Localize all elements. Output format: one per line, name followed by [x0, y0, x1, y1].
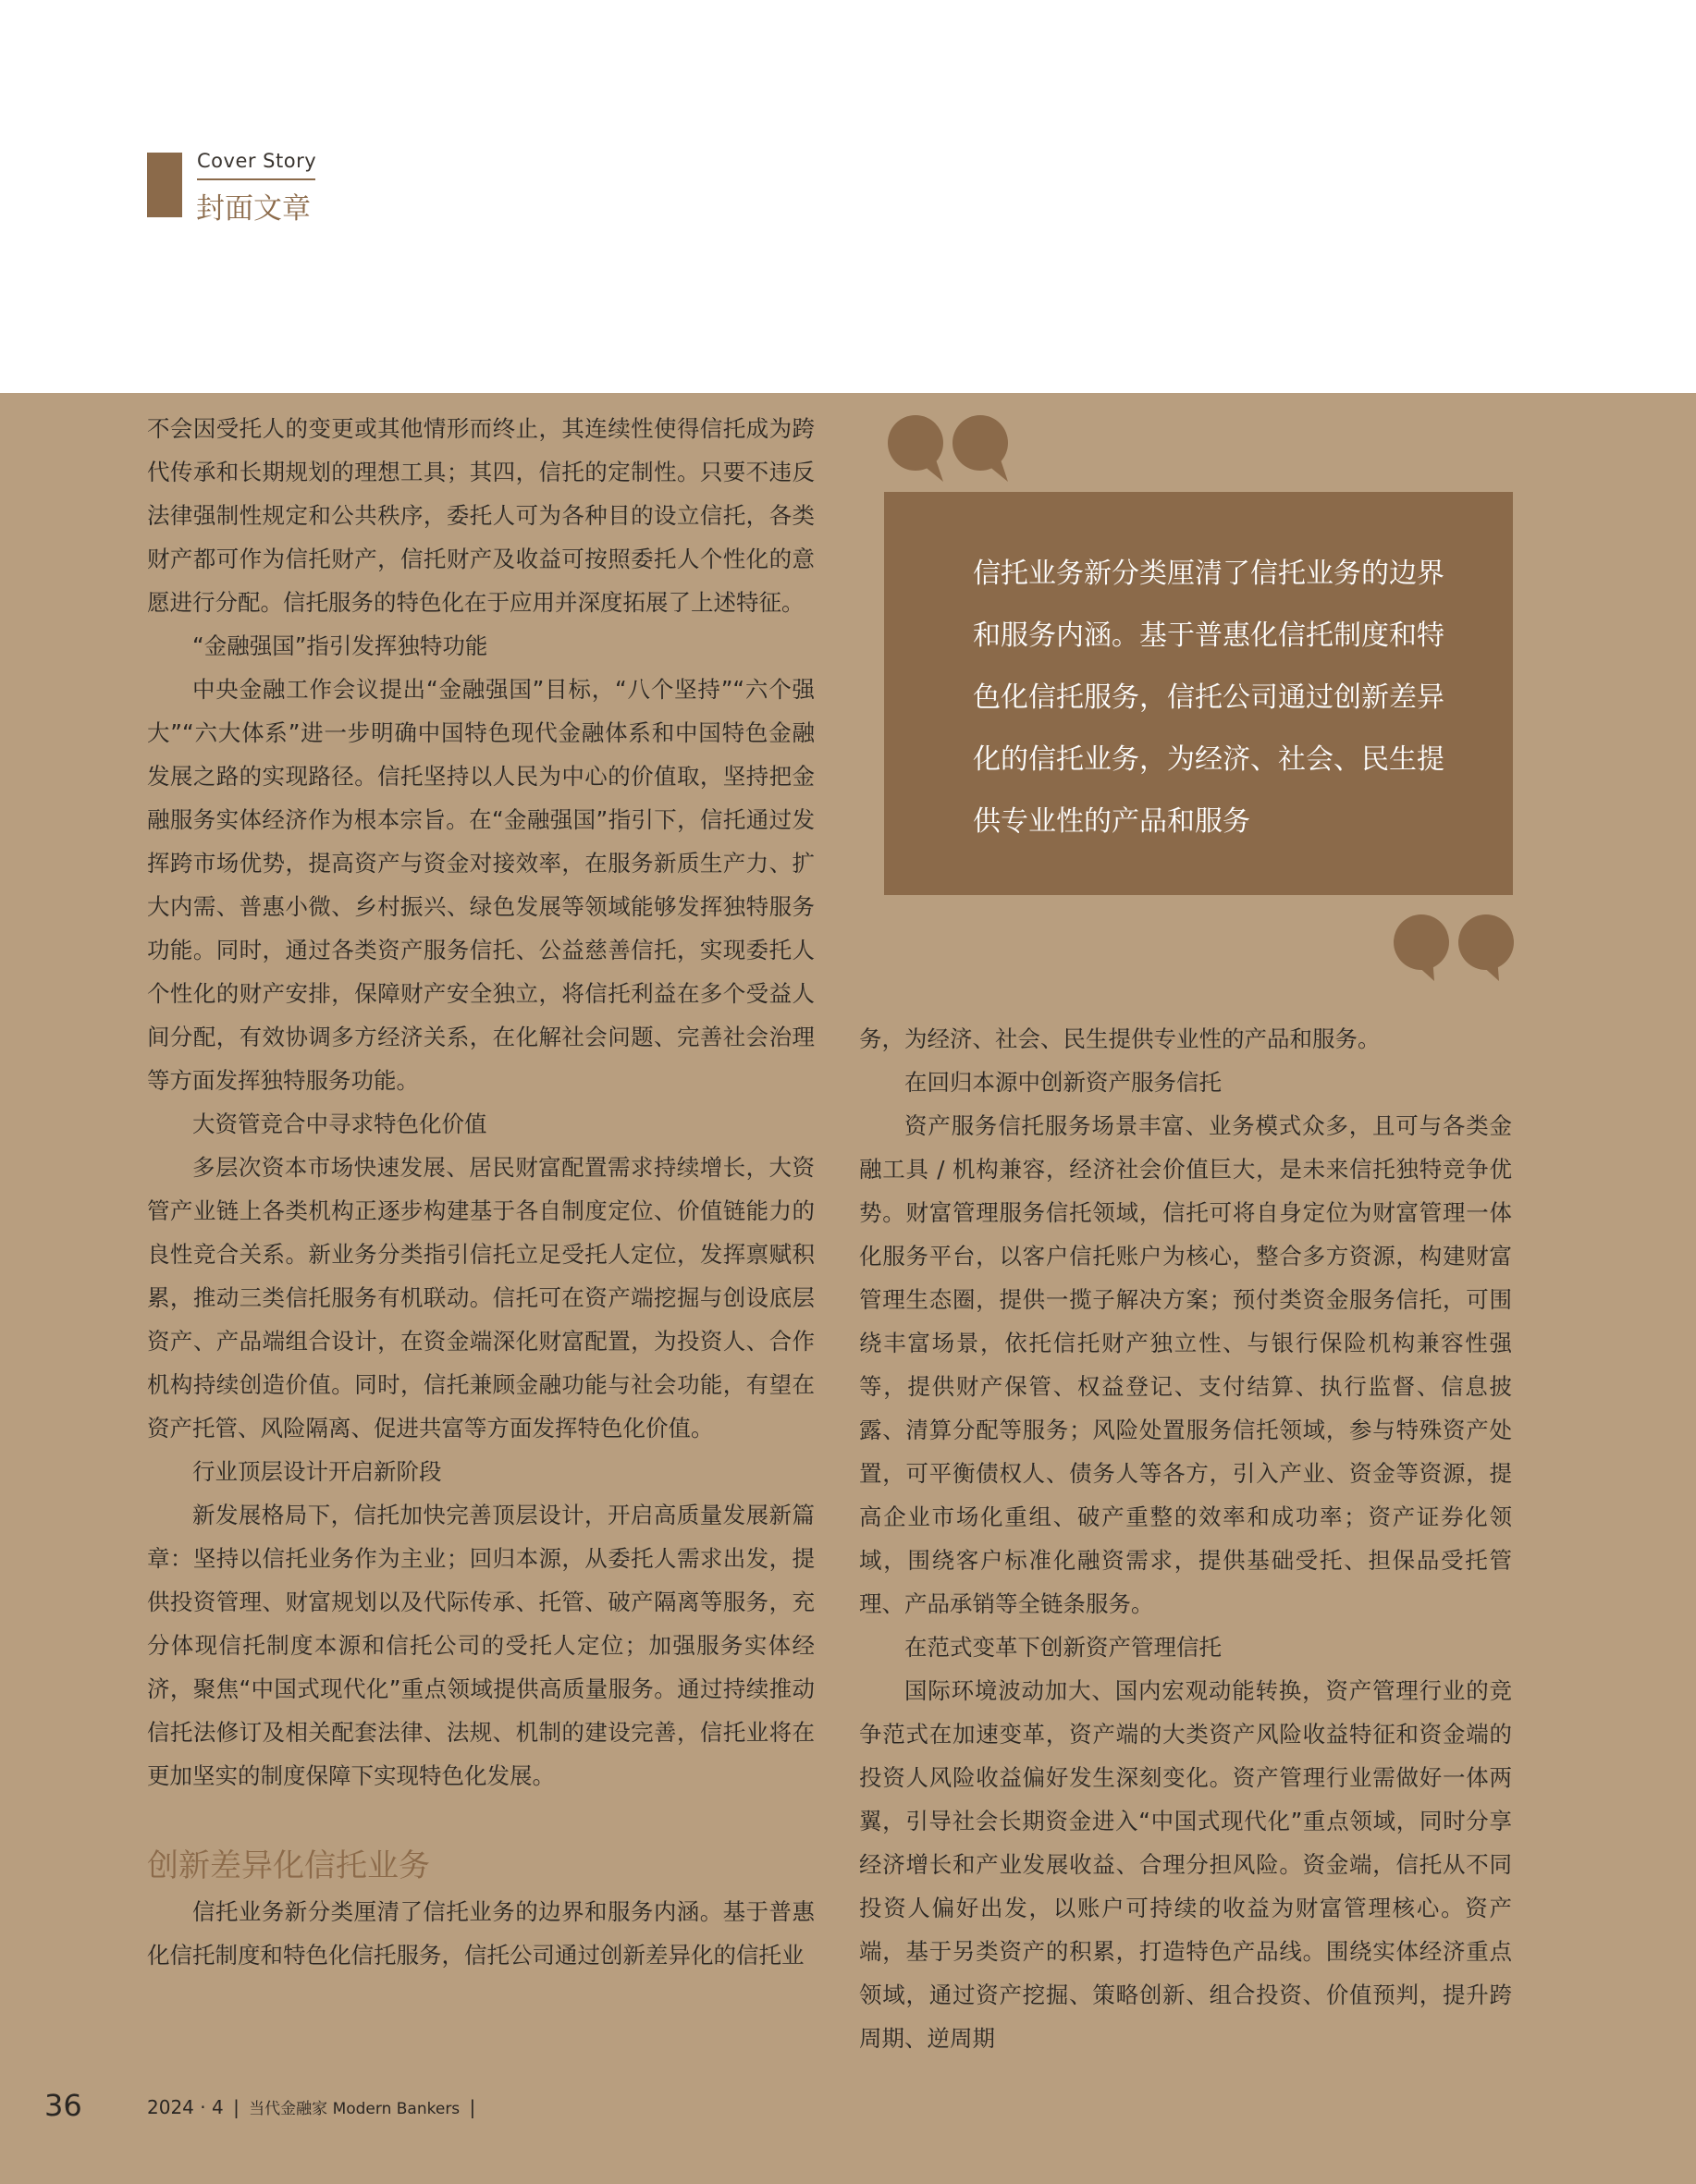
- right-column: [859, 1017, 1512, 2060]
- pull-quote-box: [884, 492, 1513, 895]
- magazine-name: 当代金融家 Modern Bankers: [249, 2100, 461, 2118]
- left-paragraph-4: 新发展格局下，信托加快完善顶层设计，开启高质量发展新篇章：坚持以信托业务作为主业；回归本源，从委托人需求出发，提供投资管理、财富规划以及代际传承、托管、破产隔离等服务，充分体现信托制度本源和信托公司的受托人定位；加强服务实体经济，聚焦“中国式现代化”重点领域提供高质量服务。通过持续推动信托法修订及相关配套法律、法规、机制的建设完善，信托业将在更加坚实的制度保障下实现特色化发展。: [147, 1502, 815, 1789]
- section-label-underline: [197, 178, 315, 180]
- section-heading: 创新差异化信托业务: [147, 1847, 430, 1884]
- subheading-asset-management-trust: 在范式变革下创新资产管理信托: [904, 1634, 1222, 1661]
- footer-separator: |: [233, 2096, 240, 2118]
- footer-info: [147, 2095, 479, 2118]
- section-marker-bar: [147, 153, 182, 217]
- section-intro-paragraph: 信托业务新分类厘清了信托业务的边界和服务内涵。基于普惠化信托制度和特色化信托服务，信托公司通过创新差异化的信托业: [147, 1898, 815, 1969]
- subheading-top-level-design: 行业顶层设计开启新阶段: [192, 1458, 442, 1485]
- issue-date: 2024 · 4: [147, 2096, 224, 2118]
- footer-separator-end: |: [469, 2096, 476, 2118]
- pull-quote-text: 信托业务新分类厘清了信托业务的边界和服务内涵。基于普惠化信托制度和特色化信托服务，信托公司通过创新差异化的信托业务，为经济、社会、民生提供专业性的产品和服务: [973, 558, 1444, 838]
- right-paragraph-3: 国际环境波动加大、国内宏观动能转换，资产管理行业的竞争范式在加速变革，资产端的大类资产风险收益特征和资金端的投资人风险收益偏好发生深刻变化。资产管理行业需做好一体两翼，引导社会长期资金进入“中国式现代化”重点领域，同时分享经济增长和产业发展收益、合理分担风险。资金端，信托从不同投资人偏好出发，以账户可持续的收益为财富管理核心。资产端，基于另类资产的积累，打造特色产品线。围绕实体经济重点领域，通过资产挖掘、策略创新、组合投资、价值预判，提升跨周期、逆周期: [859, 1677, 1512, 2052]
- left-paragraph-1: 不会因受托人的变更或其他情形而终止，其连续性使得信托成为跨代传承和长期规划的理想工具；其四，信托的定制性。只要不违反法律强制性规定和公共秩序，委托人可为各种目的设立信托，各类财产都可作为信托财产，信托财产及收益可按照委托人个性化的意愿进行分配。信托服务的特色化在于应用并深度拓展了上述特征。: [147, 415, 815, 616]
- left-paragraph-2: 中央金融工作会议提出“金融强国”目标，“八个坚持”“六个强大”“六大体系”进一步明确中国特色现代金融体系和中国特色金融发展之路的实现路径。信托坚持以人民为中心的价值取，坚持把金融服务实体经济作为根本宗旨。在“金融强国”指引下，信托通过发挥跨市场优势，提高资产与资金对接效率，在服务新质生产力、扩大内需、普惠小微、乡村振兴、绿色发展等领域能够发挥独特服务功能。同时，通过各类资产服务信托、公益慈善信托，实现委托人个性化的财产安排，保障财产安全独立，将信托利益在多个受益人间分配，有效协调多方经济关系，在化解社会问题、完善社会治理等方面发挥独特服务功能。: [147, 676, 815, 1094]
- right-paragraph-1: 务，为经济、社会、民生提供专业性的产品和服务。: [859, 1025, 1381, 1052]
- page-header: [0, 0, 1696, 393]
- right-paragraph-2: 资产服务信托服务场景丰富、业务模式众多，且可与各类金融工具 / 机构兼容，经济社会价值巨大，是未来信托独特竞争优势。财富管理服务信托领域，信托可将自身定位为财富管理一体化服务平台，以客户信托账户为核心，整合多方资源，构建财富管理生态圈，提供一揽子解决方案；预付类资金服务信托，可围绕丰富场景，依托信托财产独立性、与银行保险机构兼容性强等，提供财产保管、权益登记、支付结算、执行监督、信息披露、清算分配等服务；风险处置服务信托领域，参与特殊资产处置，可平衡债权人、债务人等各方，引入产业、资金等资源，提高企业市场化重组、破产重整的效率和成功率；资产证券化领域，围绕客户标准化融资需求，提供基础受托、担保品受托管理、产品承销等全链条服务。: [859, 1112, 1512, 1617]
- subheading-asset-management: 大资管竞合中寻求特色化价值: [192, 1110, 487, 1137]
- quote-open-icon: [886, 411, 1015, 485]
- section-label-en: Cover Story: [197, 150, 317, 172]
- left-paragraph-3: 多层次资本市场快速发展、居民财富配置需求持续增长，大资管产业链上各类机构正逐步构建基于各自制度定位、价值链能力的良性竞合关系。新业务分类指引信托立足受托人定位，发挥禀赋积累，推动三类信托服务有机联动。信托可在资产端挖掘与创设底层资产、产品端组合设计，在资金端深化财富配置，为投资人、合作机构持续创造价值。同时，信托兼顾金融功能与社会功能，有望在资产托管、风险隔离、促进共富等方面发挥特色化价值。: [147, 1154, 815, 1442]
- page-number: 36: [44, 2088, 82, 2123]
- quote-close-icon: [1392, 911, 1521, 985]
- subheading-asset-service-trust: 在回归本源中创新资产服务信托: [904, 1069, 1222, 1096]
- section-label-zh: 封面文章: [196, 192, 311, 226]
- left-column: [147, 407, 815, 1798]
- section-intro: [147, 1890, 815, 1977]
- subheading-financial-power: “金融强国”指引发挥独特功能: [192, 632, 488, 659]
